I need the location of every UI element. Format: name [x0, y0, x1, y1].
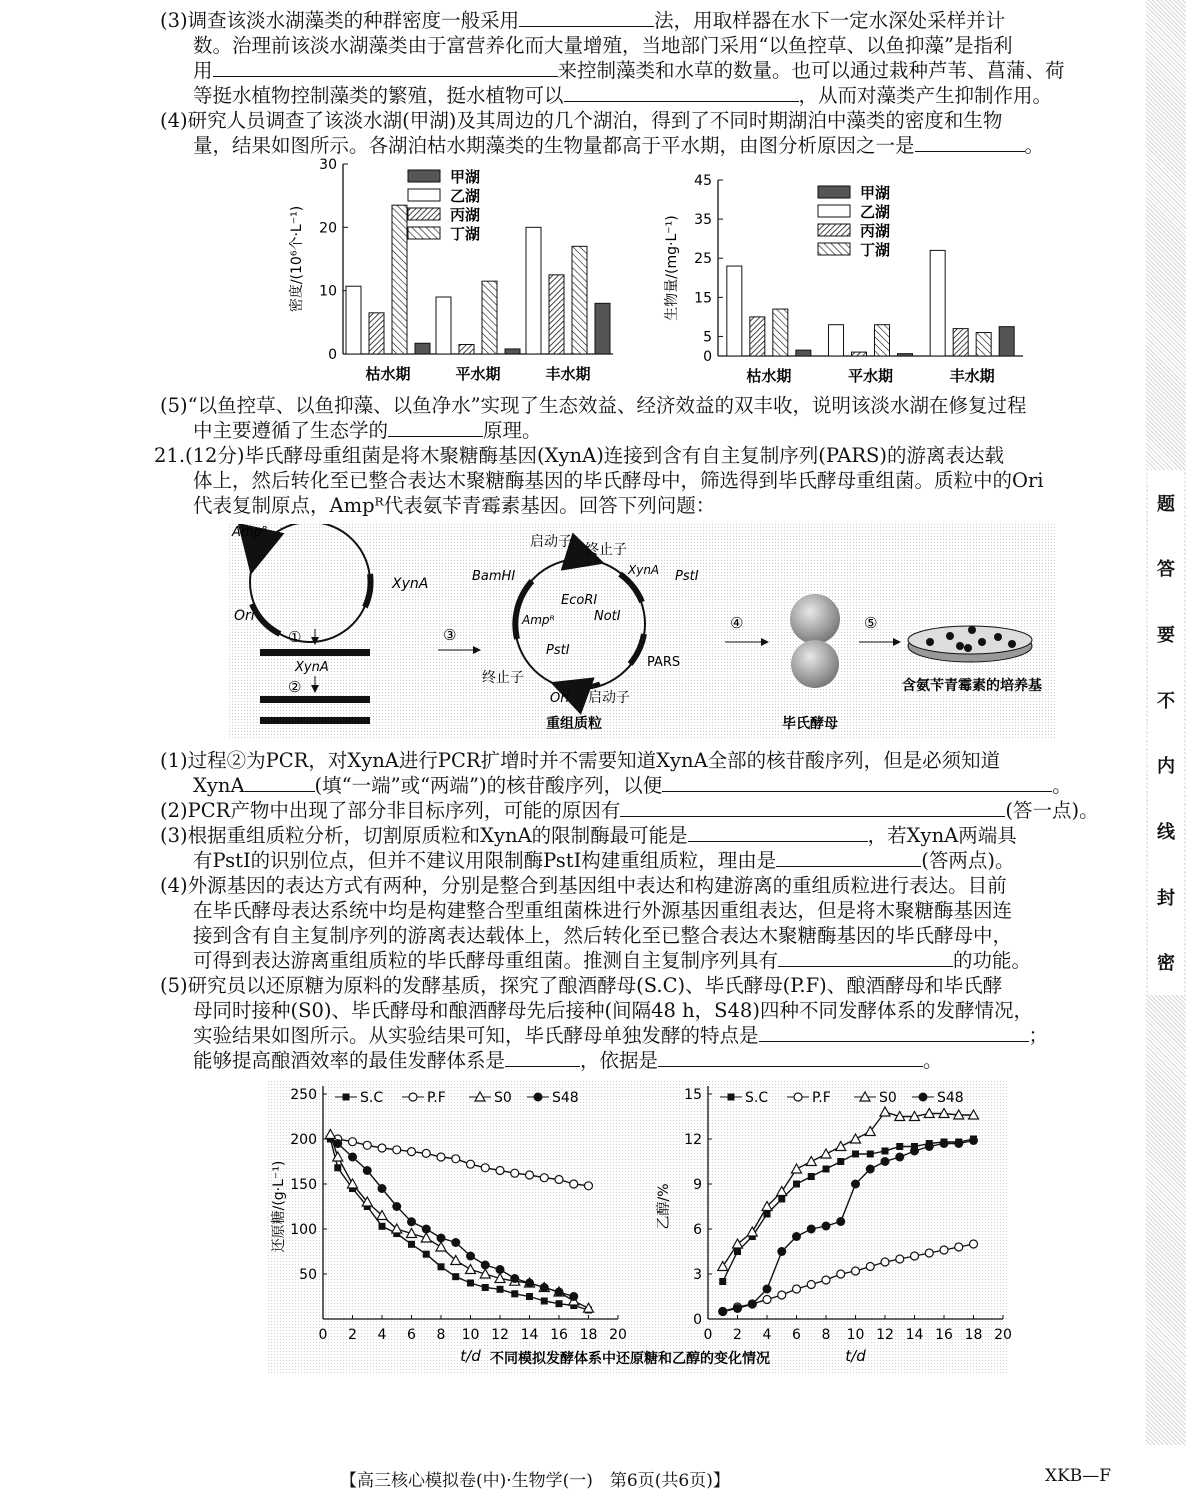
x-tick-label: 18: [579, 1327, 598, 1343]
promoter-label-bottom: 启动子: [588, 690, 630, 706]
step-1-label: ①: [288, 628, 302, 646]
data-point: [969, 1136, 978, 1145]
x-tick-label: 10: [846, 1327, 865, 1343]
data-point: [807, 1281, 815, 1289]
data-point: [896, 1143, 903, 1150]
data-point: [555, 1176, 563, 1184]
data-point: [510, 1274, 519, 1283]
q21-part1a: (1)过程②为PCR，对XynA进行PCR扩增时并不需要知道XynA全部的核苷酸序列，但是必须知道: [160, 749, 1001, 772]
data-point: [823, 1166, 830, 1173]
data-point: [496, 1265, 505, 1274]
side-char: 不: [1157, 690, 1175, 712]
data-point: [570, 1180, 578, 1188]
data-point: [793, 1181, 800, 1188]
data-point: [540, 1174, 548, 1182]
legend-label: 丙湖: [860, 222, 891, 240]
bar: [415, 343, 430, 354]
data-point: [481, 1261, 490, 1270]
data-point: [925, 1142, 934, 1151]
diagram-svg: [160, 524, 1120, 742]
q21-part5d: 能够提高酿酒效率的最佳发酵体系是 ，依据是 。: [193, 1049, 943, 1072]
xyna-plasmid-label: XynA: [628, 563, 660, 577]
q3-line2: 数。治理前该淡水湖藻类由于富营养化而大量增殖，当地部门采用“以鱼控草、以鱼抑藻”是指利: [193, 34, 1013, 57]
x-tick-label: 14: [905, 1327, 924, 1343]
x-tick-label: 0: [318, 1327, 328, 1343]
step-4-label: ④: [730, 614, 744, 632]
x-tick-label: 6: [407, 1327, 416, 1343]
data-point: [451, 1238, 460, 1247]
category-label: 平水期: [455, 365, 501, 383]
bar: [953, 329, 968, 356]
plasmid-caption: 重组质粒: [546, 716, 602, 732]
data-point: [423, 1251, 430, 1258]
q21-part4b: 在毕氏酵母表达系统中均是构建整合型重组菌株进行外源基因重组表达，但是将木聚糖酶基因连: [193, 899, 1013, 922]
q21-part3: (3)根据重组质粒分析，切割原质粒和XynA的限制酶最可能是 ，若XynA两端具: [160, 824, 1017, 847]
data-point: [955, 1243, 963, 1251]
data-point: [867, 1151, 874, 1158]
data-point: [882, 1148, 889, 1155]
data-point: [437, 1153, 445, 1161]
x-axis-label: t/d: [460, 1347, 481, 1365]
q5-line1: (5)“以鱼控草、以鱼抑藻、以鱼净水”实现了生态效益、经济效益的双丰收，说明该淡水湖在修复过程: [160, 394, 1027, 417]
data-point: [896, 1255, 904, 1263]
data-point: [541, 1298, 548, 1305]
bar: [482, 281, 497, 354]
bar: [898, 354, 913, 356]
legend-label: P.F: [812, 1090, 831, 1106]
data-point: [807, 1225, 816, 1234]
yeast-cell: [791, 640, 839, 688]
data-point: [392, 1202, 401, 1211]
data-point: [497, 1286, 504, 1293]
data-point: [911, 1252, 919, 1260]
yeast-caption: 毕氏酵母: [782, 716, 838, 732]
x-tick-label: 6: [792, 1327, 801, 1343]
data-point: [437, 1234, 446, 1243]
legend-label: 丙湖: [450, 206, 481, 224]
side-char: 要: [1157, 625, 1175, 647]
data-point: [881, 1258, 889, 1266]
bar: [852, 352, 867, 356]
side-char: 线: [1157, 821, 1175, 843]
legend-swatch: [408, 170, 440, 182]
data-point: [925, 1249, 933, 1257]
data-point: [794, 1093, 802, 1101]
data-point: [852, 1267, 860, 1275]
legend-swatch: [818, 243, 850, 255]
data-point: [940, 1139, 949, 1148]
data-point: [734, 1248, 741, 1255]
bar: [346, 286, 361, 354]
dna-fragment: [260, 649, 370, 656]
data-point: [422, 1149, 430, 1157]
data-point: [910, 1147, 919, 1156]
x-tick-label: 16: [550, 1327, 568, 1343]
x-tick-label: 4: [377, 1327, 387, 1343]
bar: [727, 266, 742, 356]
answer-blank[interactable]: [620, 798, 1005, 817]
legend-label: 乙湖: [860, 203, 891, 221]
data-point: [438, 1263, 445, 1270]
bar: [459, 345, 474, 355]
pcr-product-strand: [260, 717, 370, 724]
category-label: 平水期: [847, 367, 894, 385]
y-tick-label: 0: [703, 349, 712, 365]
side-char: 题: [1157, 493, 1175, 515]
data-point: [408, 1241, 415, 1248]
y-tick-label: 150: [290, 1177, 317, 1193]
x-tick-label: 12: [876, 1327, 894, 1343]
data-point: [540, 1283, 549, 1292]
answer-blank[interactable]: [213, 58, 558, 77]
data-point: [822, 1222, 831, 1231]
data-point: [808, 1173, 815, 1180]
bar: [999, 327, 1014, 356]
answer-blank[interactable]: [662, 773, 1052, 792]
x-tick-label: 2: [348, 1327, 357, 1343]
legend-label: S48: [552, 1090, 579, 1106]
q5-line2: 中主要遵循了生态学的 原理。: [193, 419, 542, 442]
step-5-label: ⑤: [864, 614, 878, 632]
pst1-label-inner: PstⅠ: [546, 643, 570, 658]
bar: [392, 205, 407, 354]
legend-label: 丁湖: [450, 225, 481, 243]
y-tick-label: 25: [694, 251, 712, 268]
x-tick-label: 18: [964, 1327, 983, 1343]
data-point: [763, 1285, 772, 1294]
y-axis-label: 密度/(10⁶个·L⁻¹): [289, 205, 305, 313]
q21-part1b: XynA (填“一端”或“两端”)的核苷酸序列，以便 。: [193, 774, 1072, 797]
category-label: 丰水期: [949, 367, 995, 385]
answer-blank[interactable]: [688, 823, 868, 842]
bar: [505, 349, 520, 354]
data-point: [393, 1146, 401, 1154]
data-point: [409, 1093, 417, 1101]
data-point: [349, 1138, 357, 1146]
data-point: [778, 1291, 786, 1299]
bar: [595, 303, 610, 354]
data-point: [407, 1217, 416, 1226]
data-point: [748, 1300, 757, 1309]
terminator-label-top: 终止子: [585, 542, 627, 558]
pcr-product-strand: [260, 696, 370, 703]
side-char: 封: [1157, 887, 1175, 909]
y-tick-label: 45: [694, 173, 712, 189]
side-char: 内: [1157, 756, 1175, 778]
data-point: [954, 1139, 963, 1148]
data-point: [363, 1141, 371, 1149]
data-point: [379, 1223, 386, 1230]
ori-plasmid-label: Ori: [550, 691, 570, 706]
data-point: [970, 1240, 978, 1248]
bar: [750, 317, 765, 356]
y-tick-label: 250: [290, 1087, 317, 1103]
q3-line3: 用 来控制藻类和水草的数量。也可以通过栽种芦苇、菖蒲、荷: [193, 59, 1065, 82]
data-point: [728, 1094, 735, 1101]
data-point: [452, 1273, 459, 1280]
data-point: [422, 1225, 431, 1234]
y-tick-label: 10: [319, 283, 337, 300]
data-point: [534, 1093, 543, 1102]
x-tick-label: 14: [520, 1327, 539, 1343]
category-label: 丰水期: [545, 365, 591, 383]
x-tick-label: 10: [461, 1327, 480, 1343]
data-point: [822, 1276, 830, 1284]
data-point: [940, 1246, 948, 1254]
bar: [773, 309, 788, 356]
step-3-label: ③: [443, 626, 457, 644]
legend-label: S0: [494, 1090, 512, 1106]
answer-blank[interactable]: [915, 133, 1025, 152]
bar-charts-svg: [160, 158, 1120, 393]
pst1-label-right: PstⅠ: [675, 569, 699, 584]
bar: [796, 350, 811, 356]
x-tick-label: 20: [609, 1327, 627, 1343]
data-point: [378, 1144, 386, 1152]
legend-label: 甲湖: [450, 168, 481, 186]
q21-part3b: 有PstⅠ的识别位点，但并不建议用限制酶PstⅠ构建重组质粒，理由是 (答两点)。: [193, 849, 1015, 872]
legend-label: S0: [879, 1090, 897, 1106]
terminator-label-bottom: 终止子: [482, 670, 524, 686]
answer-blank[interactable]: [776, 848, 921, 867]
xyna-fragment-label: XynA: [295, 660, 329, 675]
answer-blank[interactable]: [245, 773, 315, 792]
side-char: 密: [1157, 953, 1175, 975]
q21-part5c: 实验结果如图所示。从实验结果可知，毕氏酵母单独发酵的特点是 ；: [193, 1024, 1049, 1047]
data-point: [481, 1164, 489, 1172]
data-point: [793, 1285, 801, 1293]
y-tick-label: 100: [290, 1222, 317, 1238]
q4-line1: (4)研究人员调查了该淡水湖(甲湖)及其周边的几个湖泊，得到了不同时期湖泊中藻类的密度和生物: [160, 109, 1003, 132]
answer-blank[interactable]: [658, 1048, 923, 1067]
bar: [875, 325, 890, 356]
lake-bar-charts: [160, 158, 1120, 393]
data-point: [525, 1279, 534, 1288]
promoter-label-top: 启动子: [530, 534, 572, 550]
bar: [976, 333, 991, 356]
y-tick-label: 15: [684, 1087, 702, 1103]
y-axis-label: 生物量/(mg·L⁻¹): [664, 215, 680, 321]
data-point: [452, 1155, 460, 1163]
bar: [572, 246, 587, 354]
fermentation-charts: [160, 1081, 1120, 1376]
x-tick-label: 8: [436, 1327, 446, 1343]
data-point: [348, 1153, 357, 1162]
y-axis-label: 还原糖/(g·L⁻¹): [271, 1160, 287, 1253]
data-point: [881, 1157, 890, 1166]
x-tick-label: 8: [821, 1327, 831, 1343]
bar: [526, 227, 541, 354]
data-point: [851, 1180, 860, 1189]
y-tick-label: 50: [299, 1267, 317, 1283]
answer-blank[interactable]: [759, 1023, 1029, 1042]
yeast-cell: [790, 594, 840, 644]
data-point: [333, 1139, 342, 1148]
bar: [549, 275, 564, 354]
plasmid-construction-diagram: [160, 524, 1120, 742]
legend-swatch: [818, 186, 850, 198]
data-point: [363, 1166, 372, 1175]
legend-label: 丁湖: [860, 241, 891, 259]
category-label: 枯水期: [746, 367, 792, 385]
data-point: [919, 1093, 928, 1102]
legend-label: 乙湖: [450, 187, 481, 205]
y-tick-label: 30: [319, 158, 337, 173]
not1-label: NotⅠ: [594, 609, 621, 624]
legend-label: P.F: [427, 1090, 446, 1106]
data-point: [467, 1160, 475, 1168]
x-tick-label: 0: [703, 1327, 713, 1343]
y-tick-label: 6: [693, 1222, 702, 1238]
legend-label: 甲湖: [860, 184, 891, 202]
q21-part4c: 接到含有自主复制序列的游离表达载体上，然后转化至已整合表达木聚糖酶基因的毕氏酵母中，: [193, 924, 1013, 947]
answer-blank[interactable]: [505, 1048, 580, 1067]
y-tick-label: 3: [693, 1267, 702, 1283]
ori-label: Ori: [234, 608, 255, 624]
y-tick-label: 12: [684, 1132, 702, 1148]
q21-part5b: 母同时接种(S0)、毕氏酵母和酿酒酵母先后接种(间隔48 h，S48)四种不同发酵体系的发酵情况，: [193, 999, 1033, 1022]
data-point: [792, 1232, 801, 1241]
y-tick-label: 20: [319, 220, 337, 237]
data-point: [866, 1165, 875, 1174]
side-char: 答: [1157, 559, 1175, 581]
answer-blank[interactable]: [388, 418, 483, 437]
data-point: [852, 1151, 859, 1158]
data-point: [343, 1094, 350, 1101]
legend-swatch: [818, 224, 850, 236]
data-point: [466, 1252, 475, 1261]
data-point: [556, 1300, 563, 1307]
data-point: [408, 1148, 416, 1156]
data-point: [555, 1288, 564, 1297]
q21-part4a: (4)外源基因的表达方式有两种，分别是整合到基因组中表达和构建游离的重组质粒进行表达。目前: [160, 874, 1007, 897]
q3-line4: 等挺水植物控制藻类的繁殖，挺水植物可以 ，从而对藻类产生抑制作用。: [193, 84, 1053, 107]
data-point: [719, 1278, 726, 1285]
data-point: [778, 1196, 785, 1203]
legend-swatch: [408, 227, 440, 239]
y-tick-label: 0: [328, 347, 337, 363]
data-point: [895, 1153, 904, 1162]
xyna-label: XynA: [392, 576, 429, 592]
q21-part4d: 可得到表达游离重组质粒的毕氏酵母重组菌。推测自主复制序列具有 的功能。: [193, 949, 1032, 972]
bar: [436, 297, 451, 354]
data-point: [777, 1247, 786, 1256]
data-point: [482, 1284, 489, 1291]
data-point: [837, 1158, 844, 1165]
data-point: [511, 1169, 519, 1177]
data-point: [836, 1217, 845, 1226]
footer-title: 【高三核心模拟卷(中)·生物学(一) 第6页(共6页)】: [340, 1471, 730, 1491]
data-point: [496, 1167, 504, 1175]
legend-label: S.C: [745, 1090, 769, 1106]
q4-line2: 量，结果如图所示。各湖泊枯水期藻类的生物量都高于平水期，由图分析原因之一是 。: [193, 134, 1045, 157]
x-tick-label: 2: [733, 1327, 742, 1343]
ecor1-label: EcoRⅠ: [561, 593, 598, 608]
page-content: [154, 8, 1120, 1376]
q21-line3: 代表复制原点，Ampᴿ代表氨苄青霉素基因。回答下列问题：: [193, 494, 716, 517]
q21-heading: 21.(12分)毕氏酵母重组菌是将木聚糖酶基因(XynA)连接到含有自主复制序列(PARS)的游离表达载: [154, 444, 1004, 467]
amp-label: Ampᴿ: [232, 525, 268, 540]
y-axis-label: 乙醇/%: [656, 1183, 672, 1230]
x-tick-label: 12: [491, 1327, 509, 1343]
data-point: [763, 1296, 771, 1304]
legend-label: S48: [937, 1090, 964, 1106]
y-tick-label: 9: [693, 1177, 702, 1193]
x-tick-label: 16: [935, 1327, 953, 1343]
bar: [930, 250, 945, 356]
seal-line-notice: [1148, 470, 1184, 995]
y-tick-label: 0: [693, 1312, 702, 1328]
bar: [829, 325, 844, 356]
data-point: [733, 1304, 742, 1313]
data-point: [569, 1292, 578, 1301]
data-point: [526, 1171, 534, 1179]
q21-part5a: (5)研究员以还原糖为原料的发酵基质，探究了酿酒酵母(S.C)、毕氏酵母(P.F)、酿酒酵母和毕氏酵: [160, 974, 1003, 997]
fermentation-caption: 不同模拟发酵体系中还原糖和乙醇的变化情况: [490, 1351, 770, 1367]
data-point: [526, 1293, 533, 1300]
answer-blank[interactable]: [564, 83, 799, 102]
category-label: 枯水期: [365, 365, 411, 383]
data-point: [334, 1164, 341, 1171]
q21-line2: 体上，然后转化至已整合表达木聚糖酶基因的毕氏酵母中，筛选得到毕氏酵母重组菌。质粒中的Ori: [193, 469, 1044, 492]
y-tick-label: 35: [694, 212, 712, 229]
data-point: [866, 1263, 874, 1271]
q3-line1: (3)调查该淡水湖藻类的种群密度一般采用 法，用取样器在水下一定水深处采样并计: [160, 9, 1006, 32]
q21-part2: (2)PCR产物中出现了部分非目标序列，可能的原因有 (答一点)。: [160, 799, 1099, 822]
amp-plasmid-label: Ampᴿ: [522, 613, 555, 627]
bamh1-label: BamHⅠ: [472, 569, 516, 584]
legend-label: S.C: [360, 1090, 384, 1106]
line-charts-svg: [160, 1081, 1120, 1376]
x-tick-label: 20: [994, 1327, 1012, 1343]
answer-blank[interactable]: [519, 8, 654, 27]
x-axis-label: t/d: [845, 1347, 866, 1365]
y-tick-label: 200: [290, 1132, 317, 1148]
legend-swatch: [408, 189, 440, 201]
bar: [369, 313, 384, 354]
data-point: [585, 1182, 593, 1190]
legend-swatch: [408, 208, 440, 220]
x-tick-label: 4: [762, 1327, 772, 1343]
medium-caption: 含氨苄青霉素的培养基: [902, 678, 1042, 694]
data-point: [467, 1280, 474, 1287]
data-point: [378, 1184, 387, 1193]
legend-swatch: [818, 205, 850, 217]
footer-code: XKB—F: [1045, 1466, 1112, 1486]
data-point: [837, 1270, 845, 1278]
step-2-label: ②: [288, 678, 302, 696]
y-tick-label: 15: [694, 290, 712, 307]
data-point: [511, 1290, 518, 1297]
data-point: [718, 1307, 727, 1316]
y-tick-label: 5: [703, 329, 712, 346]
pars-label: PARS: [647, 655, 681, 670]
answer-blank[interactable]: [778, 948, 953, 967]
